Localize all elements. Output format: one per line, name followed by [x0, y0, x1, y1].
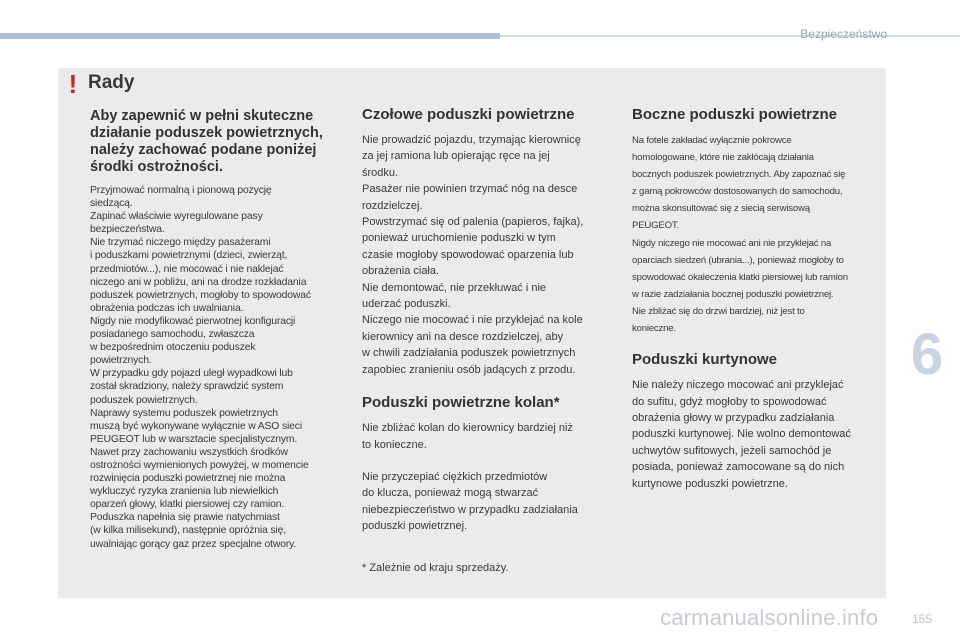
key-weight-text: Nie przyczepiać ciężkich przedmiotów do klucza, ponieważ mogą stwarzać niebezpieczeństwo w przypadku zadziałania poduszki powietrznej.: [362, 470, 578, 533]
exclamation-icon: !: [68, 69, 78, 99]
side-airbags-text: Na fotele zakładać wyłącznie pokrowce homologowane, które nie zakłócają działania bocznych poduszek powietrznych. Aby zapoznać się z gamą pokrowców dostosowanych do samochodu, można skonsultować się z siecią serwisową PEUGEOT. Nigdy niczego nie mocować ani nie przyklejać na oparciach siedzeń (ubrania...), ponieważ mogłoby to spowodować okaleczenia klatki piersiowej lub ramion w razie zadziałania bocznej poduszki powietrznej. Nie zbliżać się do drzwi bardziej, niż jest to konieczne.: [632, 135, 848, 335]
column-general-precautions: [90, 108, 352, 551]
header-accent-bar: [0, 33, 500, 39]
knee-airbags-heading: Poduszki powietrzne kolan*: [362, 394, 560, 412]
page-number: 155: [912, 612, 933, 626]
knee-airbags-text: Nie zbliżać kolan do kierownicy bardziej niż to konieczne.: [362, 422, 573, 451]
chapter-number: 6: [910, 322, 944, 387]
general-precautions-text: Przyjmować normalną i pionową pozycję siedzącą. Zapinać właściwie wyregulowane pasy bezpieczeństwa. Nie trzymać niczego między pasażerami i poduszkami powietrznymi (dzieci, zwierząt, przedmiotów...), nie mocować i nie naklejać niczego ani w pobliżu, ani na drodze rozkładania poduszek powietrznych, mogłoby to spowodować obrażenia podczas ich uwalniania. Nigdy nie modyfikować pierwotnej konfiguracji posiadanego samochodu, zwłaszcza w bezpośrednim otoczeniu poduszek powietrznych. W przypadku gdy pojazd uległ wypadkowi lub został skradziony, należy sprawdzić system poduszek powietrznych. Naprawy systemu poduszek powietrznych muszą być wykonywane wyłącznie w ASO sieci PEUGEOT lub w warsztacie specjalistycznym. Nawet przy zachowaniu wszystkich środków ostrożności wymienionych powyżej, w momencie rozwinięcia poduszki powietrznej nie można wykluczyć ryzyka zranienia lub niewielkich oparzeń głowy, klatki piersiowej czy ramion. Poduszka napełnia się prawie natychmiast (w kilka milisekund), następnie opróżnia się, uwalniając gorący gaz przez specjalne otwory.: [90, 185, 311, 550]
curtain-airbags-text: Nie należy niczego mocować ani przyklejać do sufitu, gdyż mogłoby to spowodować obrażenia głowy w przypadku zadziałania poduszki kurtynowej. Nie wolno demontować uchwytów sufitowych, jeżeli samochód je posiada, ponieważ zamocowane są do nich kurtynowe poduszki powietrzne.: [632, 379, 851, 490]
header-rule: [500, 35, 960, 37]
curtain-airbags-heading: Poduszki kurtynowe: [632, 351, 778, 369]
general-precautions-heading: Aby zapewnić w pełni skuteczne działanie poduszek powietrznych, należy zachować podane poniżej środki ostrożności.: [90, 108, 323, 175]
front-airbags-heading: Czołowe poduszki powietrzne: [362, 106, 575, 123]
column-side-airbags: [632, 106, 882, 492]
watermark: carmanualsonline.info: [660, 605, 879, 630]
section-title: Bezpieczeństwo: [800, 27, 887, 41]
front-airbags-text: Nie prowadzić pojazdu, trzymając kierownicę za jej ramiona lub opierając ręce na jej środku. Pasażer nie powinien trzymać nóg na desce rozdzielczej. Powstrzymać się od palenia (papieros, fajka), ponieważ uruchomienie poduszki w tym czasie mogłoby spowodować oparzenia lub obrażenia ciała. Nie demontować, nie przekłuwać i nie uderzać poduszki. Niczego nie mocować i nie przyklejać na kole kierownicy ani na desce rozdzielczej, aby w chwili zadziałania poduszek powietrznych zapobiec zranieniu osób jadących z przodu.: [362, 134, 584, 376]
footnote: * Zależnie od kraju sprzedaży.: [362, 561, 509, 574]
column-front-airbags: [362, 106, 617, 576]
side-airbags-heading: Boczne poduszki powietrzne: [632, 106, 838, 123]
panel-title: Rady: [88, 72, 135, 93]
